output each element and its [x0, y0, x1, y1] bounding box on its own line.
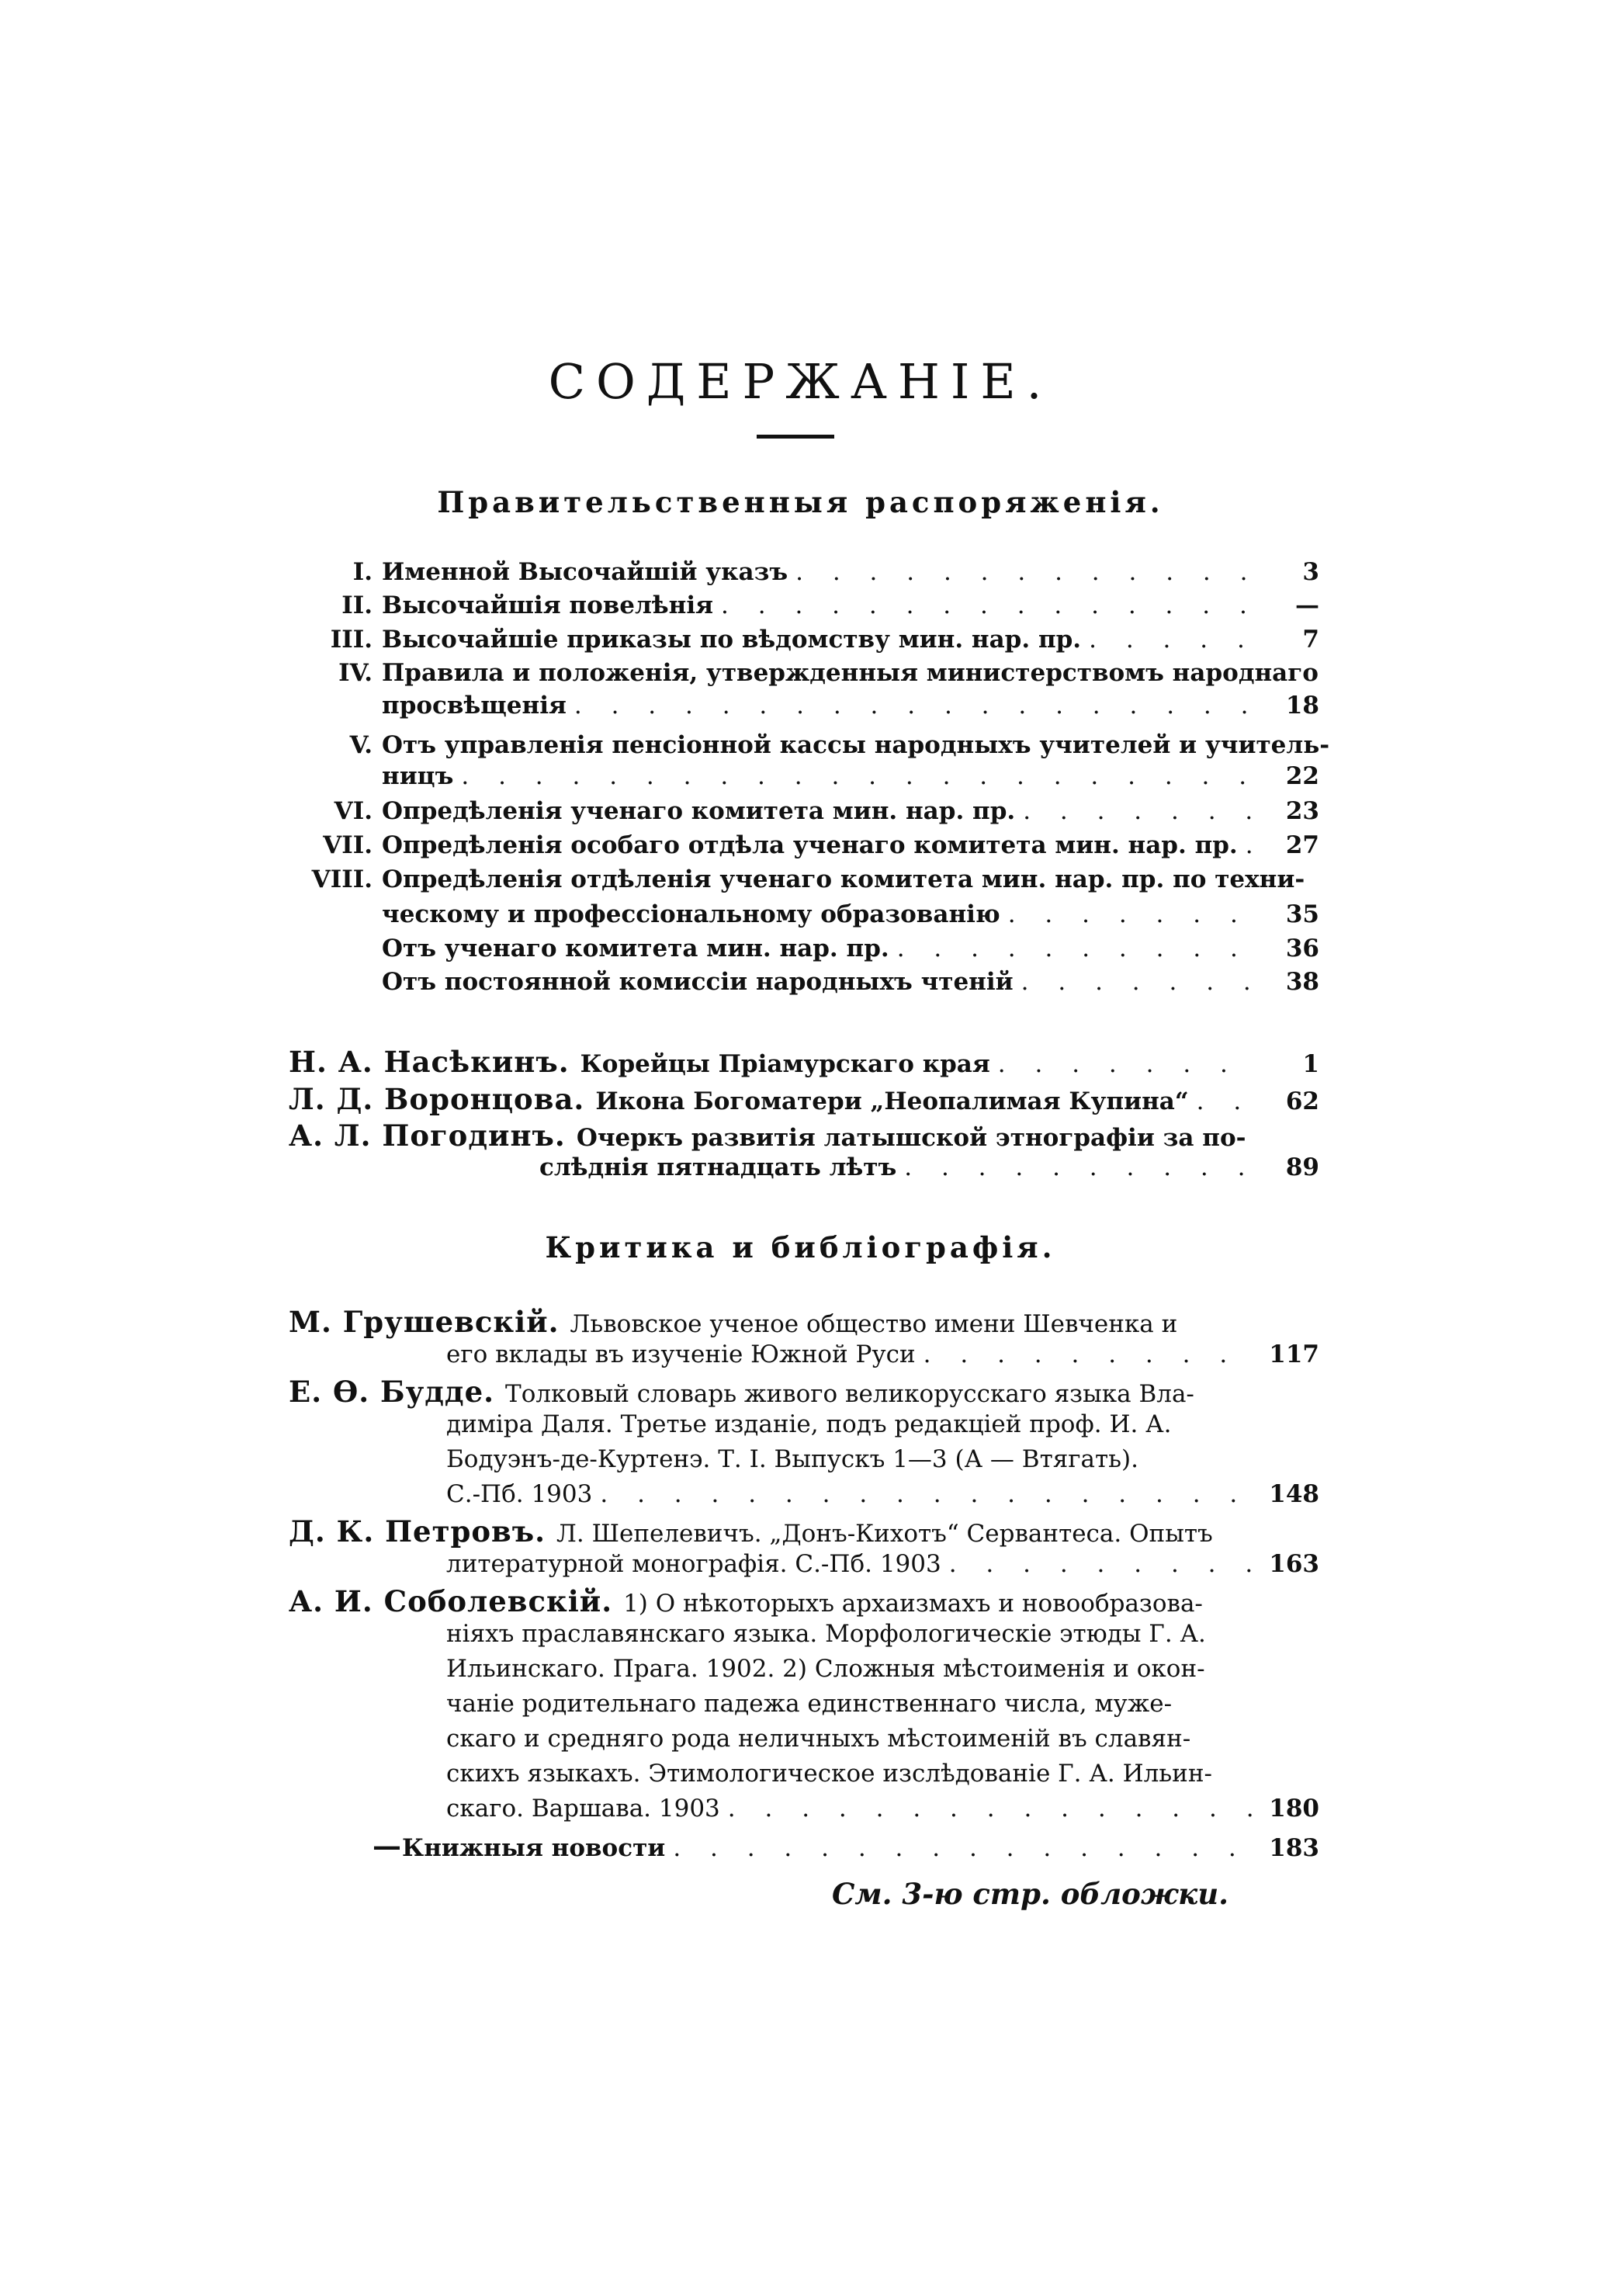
- article-author: А. Л. Погодинъ.: [289, 1119, 566, 1153]
- leader-dots: [721, 594, 1257, 618]
- toc-row: [310, 799, 1319, 824]
- review-row: [446, 1797, 1319, 1821]
- toc-row: [310, 900, 1319, 928]
- review-author: М. Грушевскій.: [289, 1305, 560, 1339]
- review-author: А. И. Соболевскій.: [289, 1584, 613, 1618]
- review-row: [446, 1692, 1319, 1716]
- toc-row-text: Отъ ученаго комитета мин. нар. пр.: [382, 935, 889, 962]
- toc-row-page: 18: [1285, 692, 1319, 720]
- review-row: [446, 1727, 1319, 1751]
- toc-row: [310, 865, 1319, 893]
- toc-row-text: Высочайшія повелѣнія: [382, 591, 714, 619]
- leader-dots: [998, 1053, 1257, 1077]
- toc-row-text: ческому и профессіональному образованію: [382, 900, 1000, 928]
- leader-dots: [673, 1836, 1257, 1861]
- review-row: [289, 1375, 1319, 1409]
- leader-dots: [1197, 1090, 1257, 1114]
- leader-dots: [1008, 903, 1257, 927]
- review-row: [446, 1657, 1319, 1681]
- toc-row: [310, 591, 1319, 619]
- toc-row-text: Отъ управленія пенсіонной кассы народныхъ учителей и учитель-: [382, 731, 1330, 759]
- leader-dots: [1021, 970, 1257, 994]
- review-row: [289, 1514, 1319, 1549]
- toc-row: [310, 731, 1330, 759]
- review-text: Львовское ученое общество имени Шевченка и: [570, 1310, 1178, 1338]
- toc-row-page: —: [1295, 591, 1319, 619]
- review-text: Л. Шепелевичъ. „Донъ-Кихотъ“ Сервантеса. Опытъ: [556, 1520, 1213, 1548]
- toc-row-text: просвѣщенія: [382, 692, 567, 720]
- article-title: Очеркъ развитія латышской этнографіи за по-: [576, 1124, 1246, 1152]
- review-page: 148: [1269, 1480, 1319, 1508]
- review-text: скихъ языкахъ. Этимологическое изслѣдованіе Г. А. Ильин-: [446, 1760, 1212, 1788]
- toc-row-page: 38: [1285, 968, 1319, 996]
- toc-row-num: I.: [352, 558, 373, 586]
- leader-dots: [795, 560, 1257, 584]
- review-row: [446, 1762, 1319, 1786]
- review-text: Бодуэнъ-де-Куртенэ. Т. I. Выпускъ 1—3 (А — Втягать).: [446, 1445, 1138, 1473]
- leader-dots: [728, 1797, 1257, 1821]
- toc-row-num: V.: [349, 731, 373, 759]
- article-page: 1: [1302, 1050, 1319, 1078]
- toc-row-page: 22: [1285, 762, 1319, 790]
- review-row: [446, 1445, 1319, 1473]
- review-text: Книжныя новости: [402, 1834, 666, 1862]
- toc-row: [310, 694, 1319, 718]
- review-text: диміра Даля. Третье изданіе, подъ редакціей проф. И. А.: [446, 1410, 1172, 1438]
- review-text: Толковый словарь живого великорусскаго языка Вла-: [505, 1380, 1194, 1408]
- toc-row-num: IV.: [338, 659, 373, 687]
- review-text: литературной монографія. С.-Пб. 1903: [446, 1550, 941, 1578]
- toc-row: [310, 628, 1319, 652]
- review-row: [289, 1305, 1319, 1339]
- section-heading-government: Правительственныя распоряженія.: [437, 485, 1164, 519]
- review-row: [373, 1829, 1319, 1863]
- toc-row-num: III.: [330, 626, 373, 654]
- leader-dots: [1023, 799, 1257, 824]
- review-row: [446, 1622, 1319, 1646]
- toc-row: [310, 560, 1319, 584]
- leader-dots: [904, 1156, 1257, 1180]
- toc-row: [310, 831, 1319, 859]
- article-author: Л. Д. Воронцова.: [289, 1082, 585, 1116]
- article-page: 62: [1285, 1087, 1319, 1115]
- review-text: Ильинскаго. Прага. 1902. 2) Сложныя мѣстоименія и окон-: [446, 1655, 1205, 1683]
- leader-dots: [600, 1483, 1257, 1507]
- toc-row-page: 35: [1285, 900, 1319, 928]
- article-author: Н. А. Насѣкинъ.: [289, 1045, 570, 1079]
- review-text: чаніе родительнаго падежа единственнаго числа, муже-: [446, 1690, 1173, 1718]
- review-author: Е. Ѳ. Будде.: [289, 1375, 495, 1409]
- review-author: Д. К. Петровъ.: [289, 1514, 546, 1549]
- article-row: [289, 1119, 1319, 1153]
- article-row: [289, 1045, 1319, 1079]
- toc-row-text: Высочайшіе приказы по вѣдомству мин. нар. пр.: [382, 626, 1082, 654]
- page-title: СОДЕРЖАНІЕ.: [548, 353, 1053, 410]
- toc-row-page: 3: [1302, 558, 1319, 586]
- toc-row-num: VI.: [334, 797, 373, 825]
- review-row: [446, 1410, 1319, 1438]
- toc-row-page: 36: [1285, 935, 1319, 962]
- toc-row-page: 27: [1285, 831, 1319, 859]
- toc-row: [310, 937, 1319, 961]
- toc-row: [310, 970, 1319, 994]
- review-text: 1) О нѣкоторыхъ архаизмахъ и новообразова-: [623, 1590, 1203, 1618]
- toc-row-page: 23: [1285, 797, 1319, 825]
- toc-row-text: Опредѣленія отдѣленія ученаго комитета мин. нар. пр. по техни-: [382, 865, 1305, 893]
- toc-row-text: Опредѣленія ученаго комитета мин. нар. пр.: [382, 797, 1016, 825]
- review-page: 117: [1269, 1340, 1319, 1368]
- toc-row-num: VII.: [323, 831, 373, 859]
- leader-dots: [461, 765, 1257, 789]
- leader-dots: [949, 1552, 1257, 1576]
- toc-row-num: II.: [341, 591, 373, 619]
- toc-row-text: ницъ: [382, 762, 454, 790]
- review-row: [446, 1552, 1319, 1576]
- article-title: Икона Богоматери „Неопалимая Купина“: [595, 1087, 1189, 1115]
- toc-row-text: Правила и положенія, утвержденныя министерствомъ народнаго: [382, 659, 1319, 687]
- article-row: [539, 1153, 1319, 1181]
- section-heading-criticism: Критика и библіографія.: [545, 1230, 1056, 1264]
- review-page: 183: [1269, 1834, 1319, 1862]
- article-title: слѣднія пятнадцать лѣтъ: [539, 1153, 897, 1181]
- toc-row-text: Отъ постоянной комиссіи народныхъ чтеній: [382, 968, 1014, 996]
- article-page: 89: [1285, 1153, 1319, 1181]
- review-row: [446, 1340, 1319, 1368]
- toc-row-text: Опредѣленія особаго отдѣла ученаго комитета мин. нар. пр.: [382, 831, 1238, 859]
- leader-dots: [574, 694, 1257, 718]
- review-text: скаго и средняго рода неличныхъ мѣстоименій въ славян-: [446, 1725, 1191, 1753]
- leader-dots: [924, 1343, 1257, 1367]
- article-title: Корейцы Пріамурскаго края: [580, 1050, 990, 1078]
- article-row: [289, 1082, 1319, 1116]
- leader-dots: [1089, 628, 1257, 652]
- review-row: [289, 1584, 1319, 1618]
- review-page: 180: [1269, 1795, 1319, 1823]
- review-text: его вклады въ изученіе Южной Руси: [446, 1340, 916, 1368]
- toc-row-text: Именной Высочайшій указъ: [382, 558, 788, 586]
- leader-dots: [1246, 834, 1257, 858]
- cover-note: См. 3-ю стр. обложки.: [831, 1877, 1228, 1911]
- leader-dots: [897, 937, 1257, 961]
- toc-row: [310, 661, 1319, 685]
- review-page: 163: [1269, 1550, 1319, 1578]
- review-text: С.-Пб. 1903: [446, 1480, 593, 1508]
- review-author: —: [373, 1829, 402, 1863]
- toc-row-page: 7: [1302, 626, 1319, 654]
- toc-row-num: VIII.: [311, 865, 373, 893]
- review-row: [446, 1480, 1319, 1508]
- title-rule: [757, 435, 834, 439]
- review-text: ніяхъ праславянскаго языка. Морфологическіе этюды Г. А.: [446, 1620, 1206, 1648]
- toc-row: [310, 762, 1319, 790]
- review-text: скаго. Варшава. 1903: [446, 1795, 720, 1823]
